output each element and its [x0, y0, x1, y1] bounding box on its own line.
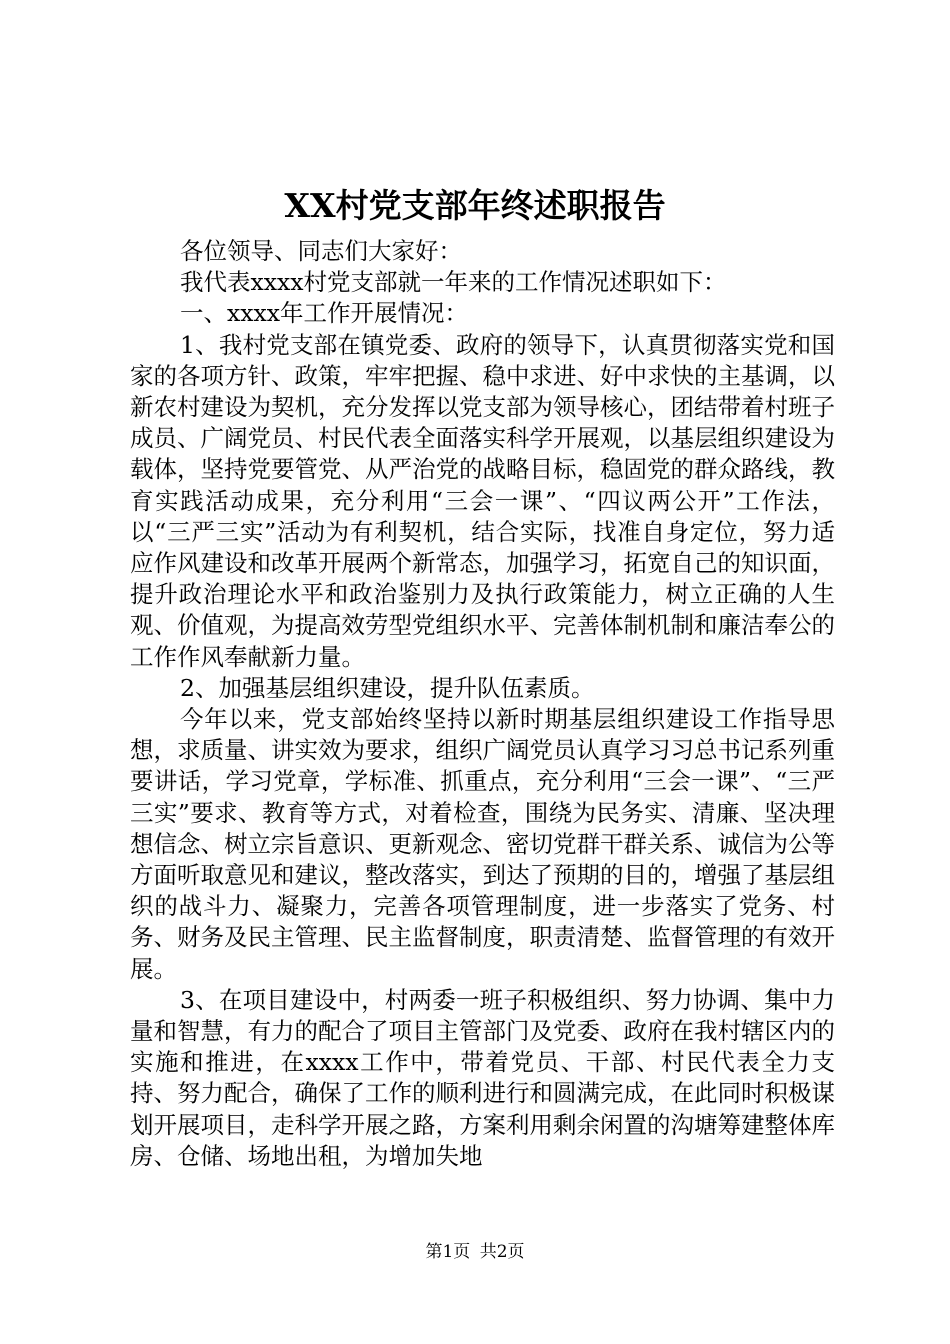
page-footer — [0, 1240, 950, 1264]
paragraph-item-2-body: 今年以来，党支部始终坚持以新时期基层组织建设工作指导思想，求质量、讲实效为要求，组织广阔党员认真学习习总书记系列重要讲话，学习党章，学标准、抓重点，充分利用“三会一课”、“三严三实”要求、教育等方式，对着检查，围绕为民务实、清廉、坚决理想信念、树立宗旨意识、更新观念、密切党群干群关系、诚信为公等方面听取意见和建议，整改落实，到达了预期的目的，增强了基层组织的战斗力、凝聚力，完善各项管理制度，进一步落实了党务、村务、财务及民主管理、民主监督制度，职责清楚、监督管理的有效开展。 — [130, 705, 835, 983]
paragraph-intro: 我代表xxxx村党支部就一年来的工作情况述职如下： — [180, 268, 727, 297]
paragraph-item-2-heading: 2、加强基层组织建设，提升队伍素质。 — [180, 673, 595, 702]
paragraph-greeting: 各位领导、同志们大家好： — [180, 237, 462, 265]
page-number: 第1页 — [425, 1242, 471, 1262]
paragraph-item-1: 1、我村党支部在镇党委、政府的领导下，认真贯彻落实党和国家的各项方针、政策，牢牢把握、稳中求进、好中求快的主基调，以新农村建设为契机，充分发挥以党支部为领导核心，团结带着村班子成员、广阔党员、村民代表全面落实科学开展观，以基层组织建设为载体，坚持党要管党、从严治党的战略目标，稳固党的群众路线，教育实践活动成果，充分利用“三会一课”、“四议两公开”工作法，以“三严三实”活动为有利契机，结合实际，找准自身定位，努力适应作风建设和改革开展两个新常态，加强学习，拓宽自己的知识面，提升政治理论水平和政治鉴别力及执行政策能力，树立正确的人生观、价值观，为提高效劳型党组织水平、完善体制机制和廉洁奉公的工作作风奉献新力量。 — [130, 330, 835, 671]
paragraph-section-heading: 一、xxxx年工作开展情况： — [180, 299, 469, 328]
document-body — [130, 236, 835, 1172]
paragraph-item-3: 3、在项目建设中，村两委一班子积极组织、努力协调、集中力量和智慧，有力的配合了项目主管部门及党委、政府在我村辖区内的实施和推进，在xxxx工作中，带着党员、干部、村民代表全力支持、努力配合，确保了工作的顺利进行和圆满完成，在此同时积极谋划开展项目，走科学开展之路，方案利用剩余闲置的沟塘筹建整体库房、仓储、场地出租，为增加失地 — [130, 985, 835, 1170]
document-title: XX村党支部年终述职报告 — [284, 186, 666, 225]
page-total: 共2页 — [479, 1242, 525, 1262]
